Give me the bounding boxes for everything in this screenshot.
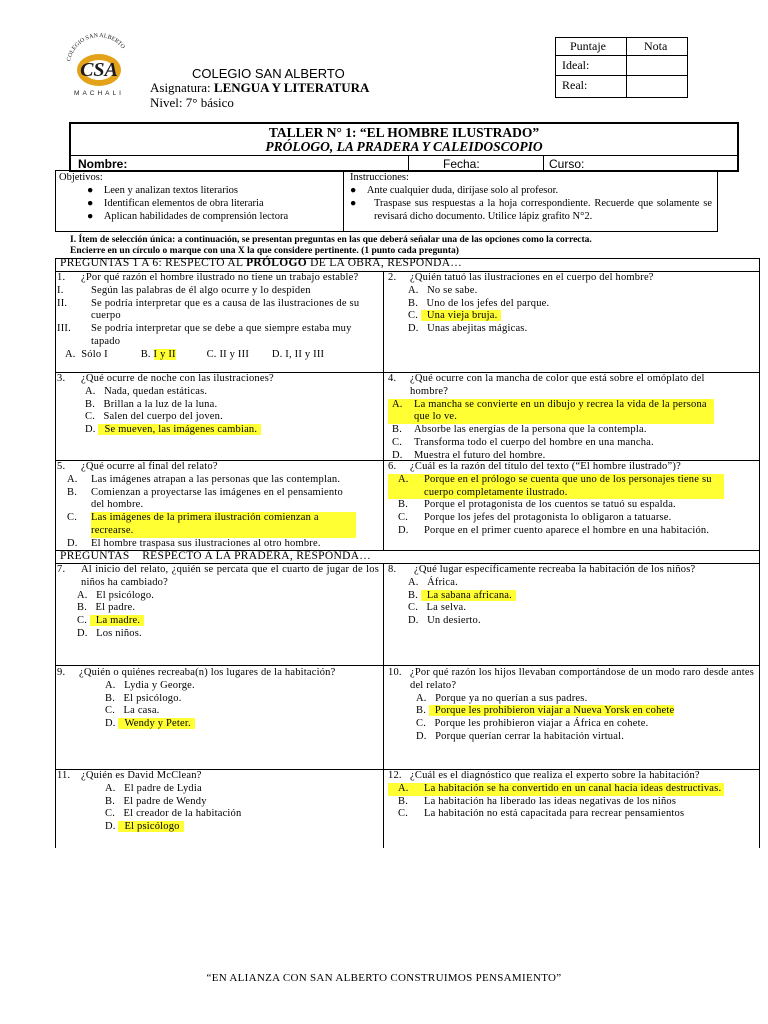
question-stem: ¿Cuál es el diagnóstico que realiza el experto sobre la habitación? bbox=[410, 770, 700, 781]
option-c[interactable]: C. Transforma todo el cuerpo del hombre en una mancha. bbox=[392, 436, 654, 448]
objective-text: Leen y analizan textos literarios bbox=[103, 185, 238, 196]
option-a[interactable]: A. Porque en el prólogo se cuenta que uno de los personajes tiene su cuerpo completamente ilustrado. bbox=[388, 474, 754, 500]
option-a[interactable]: A. El psicólogo. bbox=[77, 589, 155, 601]
score-real-label: Real: bbox=[562, 78, 588, 92]
question-6 bbox=[388, 461, 754, 538]
nombre-label: Nombre: bbox=[78, 157, 128, 171]
option-d[interactable]: D. Unas abejitas mágicas. bbox=[408, 323, 528, 335]
option-b[interactable]: B. El psicólogo. bbox=[105, 692, 182, 704]
question-3 bbox=[57, 373, 379, 437]
bullet-icon: ● bbox=[87, 211, 94, 222]
option-c[interactable]: C. Porque les prohibieron viajar a África en cohete. bbox=[416, 718, 649, 730]
statement-row bbox=[57, 323, 379, 349]
score-ideal-label: Ideal: bbox=[562, 58, 590, 72]
question-10 bbox=[388, 667, 754, 744]
question-stem: ¿Por qué razón el hombre ilustrado no tiene un trabajo estable? bbox=[81, 272, 359, 283]
question-number: 11. bbox=[57, 770, 71, 781]
question-text bbox=[388, 272, 754, 285]
statement-text: Según las palabras de él algo ocurre y lo despiden bbox=[91, 284, 311, 296]
option-b[interactable]: B. Porque les prohibieron viajar a Nueva Yorsk en cohete bbox=[416, 705, 675, 717]
score-nota-header: Nota bbox=[644, 39, 668, 53]
option-d[interactable]: D. Porque en el primer cuento aparece el hombre en una habitación. bbox=[398, 524, 710, 536]
option-c[interactable]: C. La habitación no está capacitada para recrear pensamientos bbox=[398, 808, 685, 820]
question-number: 6. bbox=[388, 461, 397, 472]
section1-header-pre: PREGUNTAS 1 A 6: RESPECTO AL bbox=[60, 257, 247, 269]
question-7 bbox=[57, 564, 379, 641]
option-a[interactable]: A. La mancha se convierte en un dibujo y recrea la vida de la persona que lo ve. bbox=[388, 399, 754, 425]
question-number: 5. bbox=[57, 461, 66, 472]
bullet-icon: ● bbox=[350, 185, 357, 196]
score-table bbox=[555, 37, 688, 98]
instruction-item bbox=[350, 198, 712, 223]
section-intro-line2: Encierre en un círculo o marque con una X la que considere pertinente. (1 punto cada pregunta) bbox=[70, 246, 459, 256]
option-b[interactable]: B. Comienzan a proyectarse las imágenes en el pensamiento del hombre. bbox=[67, 486, 343, 511]
question-number: 12. bbox=[388, 770, 402, 781]
question-number: 7. bbox=[57, 564, 66, 575]
option-c[interactable]: C. El creador de la habitación bbox=[105, 808, 242, 820]
statement-number: III. bbox=[57, 323, 71, 335]
question-text bbox=[57, 272, 379, 285]
subject-value: LENGUA Y LITERATURA bbox=[213, 80, 370, 95]
objective-item bbox=[87, 211, 288, 224]
logo-city: MACHALI bbox=[74, 90, 124, 97]
logo-arc-text: COLEGIO SAN ALBERTO bbox=[66, 32, 126, 62]
option-c[interactable]: C. La madre. bbox=[57, 615, 379, 628]
curso-label: Curso: bbox=[549, 157, 585, 171]
option-c[interactable]: C. Salen del cuerpo del joven. bbox=[85, 411, 223, 423]
question-text bbox=[57, 564, 379, 590]
option-c[interactable]: C. Porque los jefes del protagonista lo obligaron a tatuarse. bbox=[398, 512, 672, 524]
option-a[interactable]: A. Nada, quedan estáticas. bbox=[85, 385, 208, 397]
option-a[interactable]: A. La habitación se ha convertido en un canal hacia ideas destructivas. bbox=[388, 783, 754, 796]
question-stem: ¿Quién es David McClean? bbox=[81, 770, 202, 781]
question-stem: ¿Qué ocurre al final del relato? bbox=[81, 461, 218, 472]
option-a[interactable]: A. Las imágenes atrapan a las personas que las contemplan. bbox=[67, 473, 341, 485]
question-text bbox=[57, 667, 379, 680]
statement-row bbox=[57, 285, 379, 298]
section1-header-post: DE LA OBRA, RESPONDA… bbox=[306, 257, 463, 269]
statement-number: I. bbox=[57, 284, 64, 296]
objectives-box bbox=[55, 170, 344, 232]
objective-text: Aplican habilidades de comprensión lectora bbox=[103, 211, 289, 222]
section1-header bbox=[60, 257, 462, 271]
section2-header: PREGUNTAS RESPECTO A LA PRADERA, RESPONDA… bbox=[60, 550, 372, 562]
option-d[interactable]: D. Se mueven, las imágenes cambian. bbox=[57, 424, 379, 437]
option-d[interactable]: D. Muestra el futuro del hombre. bbox=[392, 449, 546, 461]
school-name: COLEGIO SAN ALBERTO bbox=[192, 66, 345, 81]
option-a[interactable]: A. África. bbox=[408, 576, 458, 588]
option-d[interactable]: D. Un desierto. bbox=[408, 615, 481, 627]
question-5 bbox=[57, 461, 379, 551]
question-1 bbox=[57, 272, 379, 362]
question-4 bbox=[388, 373, 754, 463]
score-puntaje-header: Puntaje bbox=[570, 39, 606, 53]
option-c[interactable]: C. Las imágenes de la primera ilustración comienzan a recrearse. bbox=[57, 512, 379, 538]
option-a[interactable]: A. Lydia y George. bbox=[105, 679, 195, 691]
option-d[interactable]: D. Wendy y Peter. bbox=[57, 718, 379, 731]
question-number: 9. bbox=[57, 667, 66, 678]
colegio-san-alberto-logo bbox=[58, 32, 140, 100]
statement-row bbox=[57, 298, 379, 324]
bullet-icon: ● bbox=[87, 185, 94, 196]
level-line bbox=[150, 95, 234, 111]
bullet-icon: ● bbox=[87, 198, 94, 209]
options-row bbox=[57, 349, 379, 362]
question-number: 10. bbox=[388, 667, 402, 678]
instructions-box bbox=[343, 170, 718, 232]
question-stem: ¿Qué ocurre con la mancha de color que está sobre el omóplato del hombre? bbox=[410, 373, 705, 397]
option-b[interactable]: B. I y II bbox=[140, 348, 176, 360]
question-text bbox=[388, 770, 754, 783]
subject-line bbox=[150, 80, 369, 96]
title-line2: PRÓLOGO, LA PRADERA Y CALEIDOSCOPIO bbox=[265, 139, 543, 154]
option-a[interactable]: A. Sólo I bbox=[65, 348, 108, 360]
option-b[interactable]: B. El padre de Wendy bbox=[105, 795, 207, 807]
title-line1: TALLER N° 1: “EL HOMBRE ILUSTRADO” bbox=[268, 125, 540, 140]
question-text bbox=[57, 770, 379, 783]
option-d[interactable]: D. Porque querían cerrar la habitación virtual. bbox=[416, 730, 625, 742]
question-stem: ¿Por qué razón los hijos llevaban comportándose de un modo raro desde antes del relato? bbox=[410, 667, 754, 691]
question-stem: Al inicio del relato, ¿quién se percata que el cuarto de jugar de los niños ha cambiado? bbox=[81, 564, 379, 588]
question-number: 4. bbox=[388, 373, 397, 384]
level-value: 7° básico bbox=[185, 95, 234, 110]
question-number: 8. bbox=[388, 564, 397, 575]
question-number: 2. bbox=[388, 272, 397, 283]
question-stem: ¿Quién o quiénes recreaba(n) los lugares de la habitación? bbox=[79, 667, 336, 678]
section1-header-bold: PRÓLOGO bbox=[246, 257, 307, 269]
statement-text: Se podría interpretar que es a causa de las ilustraciones de su cuerpo bbox=[91, 297, 360, 322]
instruction-text: Traspase sus respuestas a la hoja correspondiente. Recuerde que solamente se revisará dicho documento. Utilice lápiz grafito N°2. bbox=[374, 198, 712, 222]
instructions-title: Instrucciones: bbox=[350, 172, 409, 183]
subject-label: Asignatura: bbox=[150, 80, 211, 95]
question-text bbox=[388, 461, 754, 474]
objective-item bbox=[87, 185, 238, 198]
option-a[interactable]: A. No se sabe. bbox=[408, 284, 478, 296]
option-d[interactable]: D. El psicólogo bbox=[57, 821, 379, 834]
footer-motto: “EN ALIANZA CON SAN ALBERTO CONSTRUIMOS PENSAMIENTO” bbox=[206, 972, 562, 984]
option-b[interactable]: B. La sabana africana. bbox=[388, 590, 754, 603]
objectives-title: Objetivos: bbox=[59, 172, 103, 183]
question-text bbox=[57, 373, 379, 386]
option-a[interactable]: A. El padre de Lydia bbox=[105, 782, 202, 794]
question-number: 3. bbox=[57, 373, 66, 384]
option-b[interactable]: B. Uno de los jefes del parque. bbox=[408, 297, 550, 309]
option-d[interactable]: D. Los niños. bbox=[77, 627, 142, 639]
fecha-label: Fecha: bbox=[443, 157, 480, 171]
question-stem: ¿Qué lugar específicamente recreaba la habitación de los niños? bbox=[414, 564, 696, 575]
option-c[interactable]: C. Una vieja bruja. bbox=[388, 310, 754, 323]
question-text bbox=[388, 564, 754, 577]
option-b[interactable]: B. El padre. bbox=[77, 602, 136, 614]
option-b[interactable]: B. Absorbe las energías de la persona que la contempla. bbox=[392, 424, 647, 436]
question-12 bbox=[388, 770, 754, 821]
question-stem: ¿Qué ocurre de noche con las ilustraciones? bbox=[81, 373, 274, 384]
option-b[interactable]: B. Porque el protagonista de los cuentos se tatuó su espalda. bbox=[398, 499, 676, 511]
option-c[interactable]: C. La selva. bbox=[408, 602, 467, 614]
question-stem: ¿Cuál es la razón del título del texto (“El hombre ilustrado”)? bbox=[410, 461, 681, 472]
option-c[interactable]: C. II y III bbox=[206, 348, 250, 360]
question-text bbox=[57, 461, 379, 474]
objective-item bbox=[87, 198, 264, 211]
statement-text: Se podría interpretar que se debe a que siempre estaba muy tapado bbox=[91, 323, 352, 347]
question-9 bbox=[57, 667, 379, 731]
question-8 bbox=[388, 564, 754, 628]
question-number: 1. bbox=[57, 272, 66, 283]
option-d[interactable]: D. El hombre traspasa sus ilustraciones al otro hombre. bbox=[67, 537, 321, 549]
objective-text: Identifican elementos de obra literaria bbox=[103, 198, 264, 209]
question-2 bbox=[388, 272, 754, 336]
option-c[interactable]: C. La casa. bbox=[105, 705, 160, 717]
section-intro-line1: I. Ítem de selección única: a continuación, se presentan preguntas en las que deberá señalar una de las opciones como la correcta. bbox=[70, 235, 592, 245]
logo-monogram: CSA bbox=[80, 59, 118, 81]
option-b[interactable]: B. Brillan a la luz de la luna. bbox=[85, 398, 218, 410]
option-b[interactable]: B. La habitación ha liberado las ideas negativas de los niños bbox=[398, 795, 677, 807]
question-stem: ¿Quién tatuó las ilustraciones en el cuerpo del hombre? bbox=[410, 272, 654, 283]
level-label: Nivel: bbox=[150, 95, 183, 110]
question-11 bbox=[57, 770, 379, 834]
question-text bbox=[388, 373, 754, 399]
option-a[interactable]: A. Porque ya no querían a sus padres. bbox=[416, 692, 588, 704]
option-d[interactable]: D. I, II y III bbox=[271, 348, 325, 360]
instruction-text: Ante cualquier duda, diríjase solo al profesor. bbox=[366, 185, 559, 196]
instruction-item bbox=[350, 185, 558, 198]
title-box bbox=[69, 122, 739, 172]
statement-number: II. bbox=[57, 297, 68, 309]
bullet-icon: ● bbox=[350, 198, 357, 209]
school-logo bbox=[58, 32, 140, 100]
question-text bbox=[388, 667, 754, 693]
